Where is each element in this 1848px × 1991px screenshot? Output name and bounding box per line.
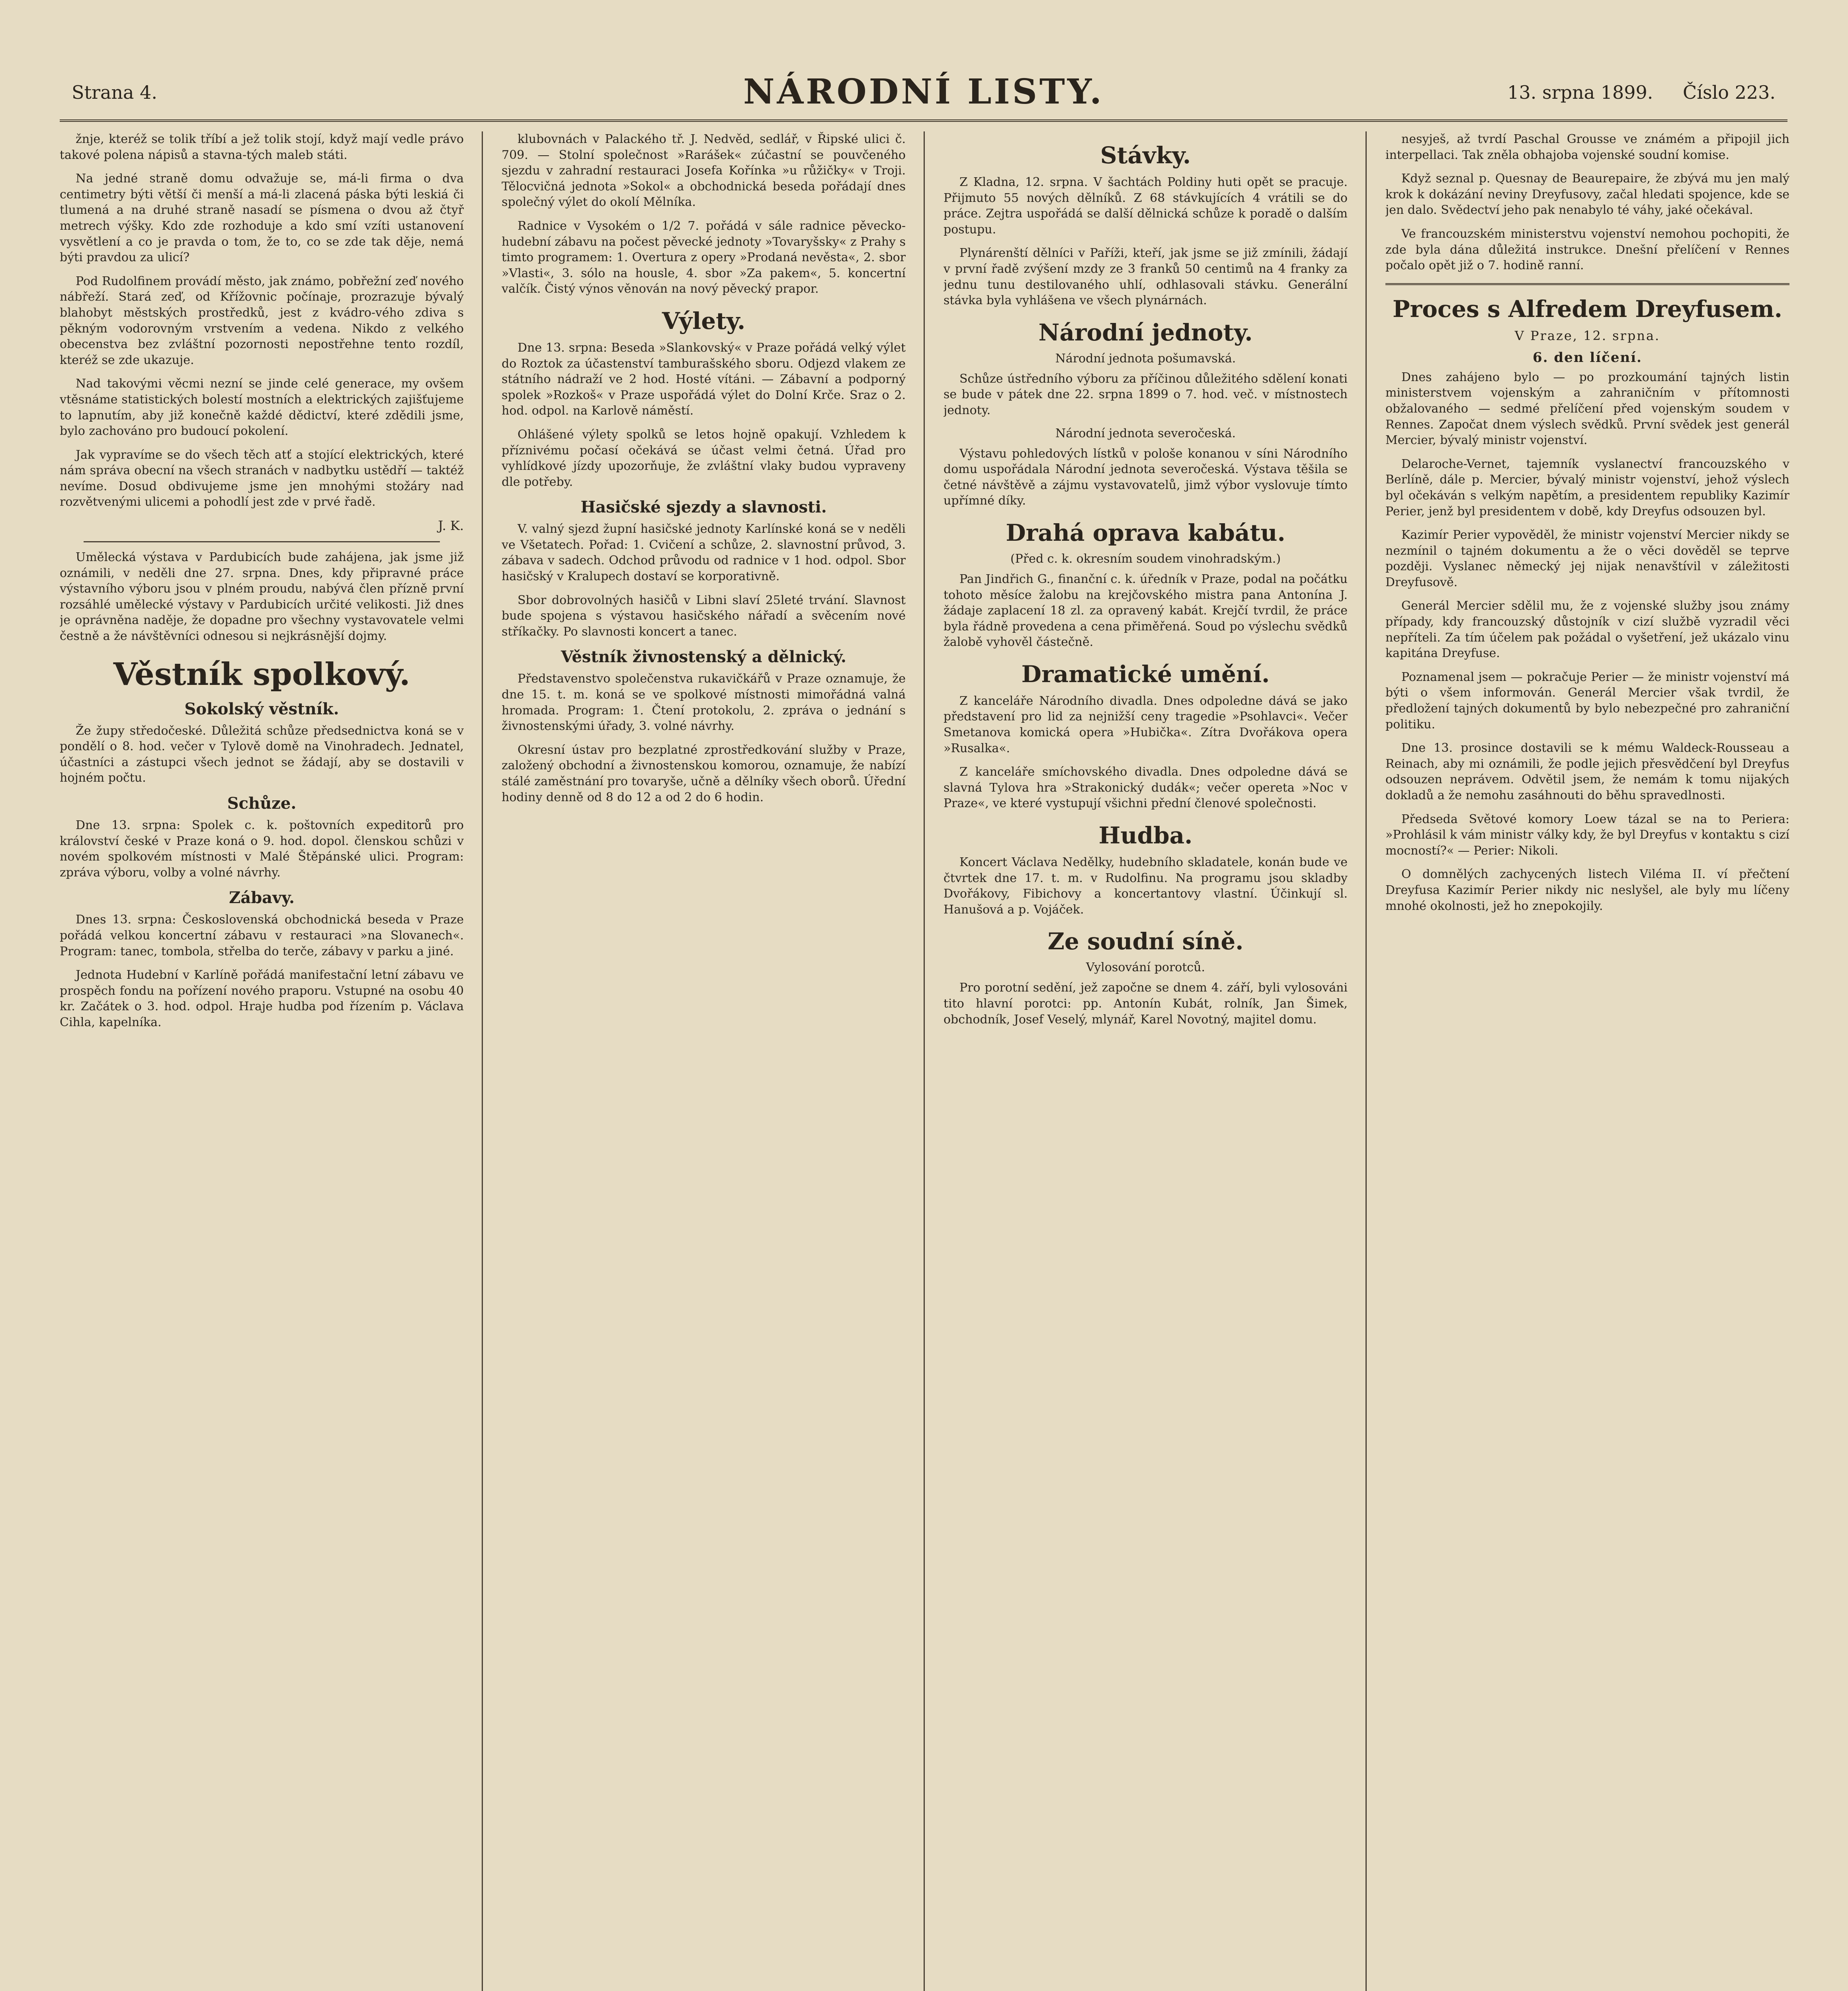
divider [84,541,440,542]
article-paragraph: Ohlášené výlety spolků se letos hojně opakují. Vzhledem k příznivému počasí očekává se účast velmi četná. Úřad pro vyhlídkové jízdy upozorňuje, že zvláštní vlaky budou vypraveny dle potřeby. [502,427,906,489]
section-heading: Dramatické umění. [1021,660,1270,688]
divider [1385,283,1789,285]
column-3 [944,131,1348,1991]
section-heading: Hudba. [1098,822,1193,849]
newspaper-title: NÁRODNÍ LISTY. [743,72,1104,112]
column-4 [1385,131,1789,1991]
article-paragraph: Dne 13. srpna: Spolek c. k. poštovních expeditorů pro království české v Praze koná o 9. hod. dopol. členskou schůzi v novém spolkovém místnosti v Malé Štěpánské ulici. Program: zpráva výboru, volby a volné návrhy. [60,818,464,880]
issue-info [1483,82,1776,103]
article-paragraph: Generál Mercier sdělil mu, že z vojenské služby jsou známy případy, kdy francouzský důstojník v cizí službě vyzradil věci nepříteli. Za tím účelem pak požádal o vyšetření, jež ukázalo vinu kapitána Dreyfuse. [1385,599,1789,661]
section-heading: Výlety. [662,307,746,334]
article-paragraph: Plynárenští dělníci v Paříži, kteří, jak jsme se již zmínili, žádají v první řadě zvýšení mzdy ze 3 franků 50 centimů na 4 franky za jednu tunu destilovaného uhlí, odhlasovali stávku. Generální stávka byla vyhlášena ve všech plynárnách. [944,246,1348,308]
article-paragraph: Pan Jindřich G., finanční c. k. úředník v Praze, podal na počátku tohoto měsíce žalobu na krejčovského mistra pana Antonína J. žádaje zaplacení 18 zl. za opravený kabát. Krejčí tvrdil, že práce byla řádně provedena a cena přiměřená. Soud po výslechu svědků žalobě vyhověl částečně. [944,572,1348,649]
article-paragraph: Delaroche-Vernet, tajemník vyslanectví francouzského v Berlíně, dále p. Mercier, bývalý ministr vojenství, jehož výslech byl očekáván s velkým napětím, a presidentem republiky Kazimír Perier, jenž byl presidentem v době, kdy Dreyfus odsouzen byl. [1385,457,1789,518]
column-rule [924,131,925,1991]
article-paragraph: Kazimír Perier vypověděl, že ministr vojenství Mercier nikdy se nezmínil o tajném dokumentu a že o věci dověděl se teprve později. Vyslanec německý jej nijak nenavštívil v záležitosti Dreyfusově. [1385,528,1789,589]
article-paragraph: Poznamenal jsem — pokračuje Perier — že ministr vojenství má býti o všem informován. Generál Mercier však tvrdil, že předložení tajných dokumentů by bylo nebezpečné pro zahraniční politiku. [1385,670,1789,731]
article-paragraph: Ve francouzském ministerstvu vojenství nemohou pochopiti, že zde byla dána důležitá instrukce. Dnešní přelíčení v Rennes počalo opět již o 7. hodině ranní. [1385,227,1789,273]
section-heading: Věstník spolkový. [113,656,410,692]
article-paragraph: Pro porotní sedění, jež započne se dnem 4. září, byli vylosováni tito hlavní porotci: pp. Antonín Kubát, rolník, Jan Šimek, obchodník, Josef Veselý, mlynář, Karel Novotný, majitel domu. [944,981,1348,1027]
subsection-heading: Vylosování porotců. [1086,960,1205,975]
subsection-heading: Zábavy. [229,888,295,907]
article-paragraph: Dnes 13. srpna: Československá obchodnická beseda v Praze pořádá velkou koncertní zábavu v restauraci »na Slovanech«. Program: tanec, tombola, střelba do terče, zábavy v parku a jiné. [60,913,464,958]
article-paragraph: Z kanceláře smíchovského divadla. Dnes odpoledne dává se slavná Tylova hra »Strakonický dudák«; večer opereta »Noc v Praze«, ve které vystupují všichni přední členové společnosti. [944,765,1348,811]
section-heading: Ze soudní síně. [1047,928,1244,955]
article-paragraph: Dne 13. srpna: Beseda »Slankovský« v Praze pořádá velký výlet do Roztok za účastenství tamburašského sboru. Odjezd vlakem ze státního nádraží ve 2 hod. Hosté vítáni. — Zábavní a podporný spolek »Rozkoš« v Praze uspořádá výlet do Dolní Krče. Sraz o 2. hod. odpol. na Karlově náměstí. [502,340,906,418]
article-paragraph: Nad takovými věcmi nezní se jinde celé generace, my ovšem vtěsnáme statistických bolestí mostních a elektrických zajišťujeme to lapnutím, aby již konečně každé dědictví, které zdědili jsme, bylo zachováno pro budoucí pokolení. [60,377,464,438]
article-paragraph: Že župy středočeské. Důležitá schůze předsednictva koná se v pondělí o 8. hod. večer v Tylově domě na Vinohradech. Jednatel, účastníci a zástupci všech jednot se žádají, aby se dostavili v hojném počtu. [60,724,464,785]
article-paragraph: Pod Rudolfinem provádí město, jak známo, pobřežní zeď nového nábřeží. Stará zeď, od Křížovnic počínaje, prozrazuje bývalý blahobyt městských prostředků, jest z kvádro-vého zdiva s pěkným vodorovným vrstvením a vedena. Nikdo z velkého obecenstva bez zvláštní pozornosti nepostřehne tento rozdíl, kteréž se zde ukazuje. [60,274,464,367]
newspaper-page [60,60,1787,1991]
subsection-heading: Sokolský věstník. [184,699,339,718]
article-paragraph: Radnice v Vysokém o 1/2 7. pořádá v sále radnice pěvecko-hudební zábavu na počest pěvecké jednoty »Tovaryšsky« z Prahy s timto programem: 1. Overtura z opery »Prodaná nevěsta«, 2. sbor »Vlasti«, 3. sólo na housle, 4. sbor »Za pakem«, 5. koncertní valčík. Čistý výnos věnován na nový pěvecký prapor. [502,219,906,296]
subsection-heading: Schůze. [227,794,297,813]
section-heading: Proces s Alfredem Dreyfusem. [1393,295,1782,323]
article-paragraph: žnje, kteréž se tolik tříbí a jež tolik stojí, když mají vedle právo takové polena nápisů a stavna-tých maleb státi. [60,132,464,162]
article-paragraph: Sbor dobrovolných hasičů v Libni slaví 25leté trvání. Slavnost bude spojena s výstavou hasičského nářadí a svěcením nové stříkačky. Po slavnosti koncert a tanec. [502,593,906,639]
column-2 [502,131,906,1991]
article-paragraph: Schůze ústředního výboru za příčinou důležitého sdělení konati se bude v pátek dne 22. srpna 1899 o 7. hod. več. v místnostech jednoty. [944,372,1348,417]
dateline: V Praze, 12. srpna. [1514,328,1660,343]
article-paragraph: Když seznal p. Quesnay de Beaurepaire, že zbývá mu jen malý krok k dokázání neviny Dreyfusovy, začal hledati spojence, kde se jen dalo. Svědectví jeho pak nenabylo té váhy, jaké očekával. [1385,172,1789,217]
article-paragraph: Koncert Václava Nedělky, hudebního skladatele, konán bude ve čtvrtek dne 17. t. m. v Rudolfinu. Na programu jsou skladby Dvořákovy, Fibichovy a koncertantovy vlastní. Účinkují sl. Hanušová a p. Vojáček. [944,855,1348,917]
article-paragraph: Jednota Hudební v Karlíně pořádá manifestační letní zábavu ve prospěch fondu na pořízení nového praporu. Vstupné na osobu 40 kr. Začátek o 3. hod. odpol. Hraje hudba pod řízením p. Václava Cihla, kapelníka. [60,968,464,1029]
section-heading: Národní jednoty. [1038,319,1253,346]
article-paragraph: Dne 13. prosince dostavili se k mému Waldeck-Rousseau a Reinach, aby mi oznámili, že podle jejich přesvědčení byl Dreyfus odsouzen neprávem. Odvětil jsem, že nemám k tomu nijakých dokladů a že nemohu zasáhnouti do běhu spravedlnosti. [1385,741,1789,802]
article-paragraph: Představenstvo společenstva rukavičkářů v Praze oznamuje, že dne 15. t. m. koná se ve spolkové místnosti mimořádná valná hromada. Program: 1. Čtení protokolu, 2. zpráva o jednání s živnostenskými úřady, 3. volné návrhy. [502,672,906,733]
article-paragraph: Předseda Světové komory Loew tázal se na to Periera: »Prohlásil k vám ministr války kdy, že byl Dreyfus v kontaktu s cizí mocností?« — Perier: Nikoli. [1385,812,1789,858]
article-paragraph: Umělecká výstava v Pardubicích bude zahájena, jak jsme již oznámili, v neděli dne 27. srpna. Dnes, kdy připravné práce výstavního výboru jsou v plném proudu, nabývá člen přízně první rozsáhlé umělecké výstavy v Pardubicích určité velikosti. Již dnes je oprávněna naděje, že dopadne pro všechny vystavovatele velmi čestně a že návštěvníci odnesou si nejkrásnější dojmy. [60,550,464,643]
section-heading: Věstník živnostenský a dělnický. [561,647,846,667]
masthead [60,60,1787,122]
author-signature: J. K. [438,518,464,534]
subsection-heading: Národní jednota severočeská. [1055,426,1236,440]
article-paragraph: Jak vypravíme se do všech těch atť a stojící elektrických, které nám správa obecní na všech stranách v nadbytku ustědří — taktéž nevíme. Dosud obdivujeme jsme jen mnohými stožáry nad rozvětvenými ulicemi a pohodlí jest zde v prvé řadě. [60,448,464,509]
column-1 [60,131,464,1991]
article-paragraph: klubovnách v Palackého tř. J. Nedvěd, sedlář, v Řipské ulici č. 709. — Stolní společnost »Rarášek« zúčastní se pouvčeného sjezdu v zahradní restauraci Josefa Kořínka »u růžičky« v Troji. Tělocvičná jednota »Sokol« a obchodnická beseda pořádají dnes společný výlet do okolí Mělníka. [502,132,906,209]
article-paragraph: V. valný sjezd župní hasičské jednoty Karlínské koná se v neděli ve Všetatech. Pořad: 1. Cvičení a schůze, 2. slavnostní průvod, 3. zábava v sadech. Odchod průvodu od radnice v 1 hod. odpol. Sbor hasičský v Kralupech dostaví se korporativně. [502,522,906,584]
article-paragraph: Okresní ústav pro bezplatné zprostředkování služby v Praze, založený obchodní a živnostenskou komorou, oznamuje, že nabízí stálé zaměstnání pro tovaryše, učně a dělníky všech oborů. Úřední hodiny denně od 8 do 12 a od 2 do 6 hodin. [502,743,906,804]
subsection-heading: 6. den líčení. [1533,349,1642,366]
section-heading: Drahá oprava kabátu. [1006,519,1285,546]
section-heading: Stávky. [1100,142,1191,169]
issue-date: 13. srpna 1899. [1507,82,1653,103]
article-paragraph: nesyješ, až tvrdí Paschal Grousse ve známém a připojil jich interpellaci. Tak zněla obhajoba vojenské soudní komise. [1385,132,1789,162]
article-paragraph: Dnes zahájeno bylo — po prozkoumání tajných listin ministerstvem vojenským a zahraničním v přítomnosti obžalovaného — sedmé přelíčení před vojenským soudem v Rennes. Započat dnem výslech svědků. První svědek jest generál Mercier, bývalý ministr vojenství. [1385,370,1789,448]
article-paragraph: O domnělých zachycených listech Viléma II. ví přečtení Dreyfusa Kazimír Perier nikdy nic neslyšel, ale byly mu líčeny mnohé okolnosti, jež ho znepokojily. [1385,867,1789,913]
article-paragraph: Na jedné straně domu odvažuje se, má-li firma o dva centimetry býti větší či menší a má-li zlacená páska býti leskiá či tlumená a na druhé straně nasadí se písmena o dvou až čtyř metrech výšky. Kdo zde rozhoduje a kdo smí vzíti ustanovení vysvětlení a co je pravda o tom, že to, co se zde tak děje, nemá býti pravdou za ulicí? [60,172,464,265]
subsection-heading: Národní jednota pošumavská. [1055,351,1236,366]
section-heading: Hasičské sjezdy a slavnosti. [580,498,827,517]
column-rule [482,131,483,1991]
subsection-heading: (Před c. k. okresním soudem vinohradským.) [1010,552,1281,566]
article-paragraph: Z Kladna, 12. srpna. V šachtách Poldiny huti opět se pracuje. Přijmuto 55 nových dělníků. Z 68 stávkujících 4 vrátili se do práce. Zejtra uspořádá se další dělnická schůze k poradě o dalším postupu. [944,175,1348,237]
article-paragraph: Výstavu pohledových lístků v pološe konanou v síni Národního domu uspořádala Národní jednota severočeská. Výstava těšila se četné návštěvě a zájmu vystavovatelů, jimž výbor vyslovuje tímto upřímné díky. [944,446,1348,508]
column-rule [1365,131,1367,1991]
page-number: Strana 4. [72,82,157,103]
article-paragraph: Z kanceláře Národního divadla. Dnes odpoledne dává se jako představení pro lid za nejnižší ceny tragedie »Psohlavci«. Večer Smetanova komická opera »Hubička«. Zítra Dvořákova opera »Rusalka«. [944,694,1348,755]
issue-number: Číslo 223. [1683,82,1776,103]
